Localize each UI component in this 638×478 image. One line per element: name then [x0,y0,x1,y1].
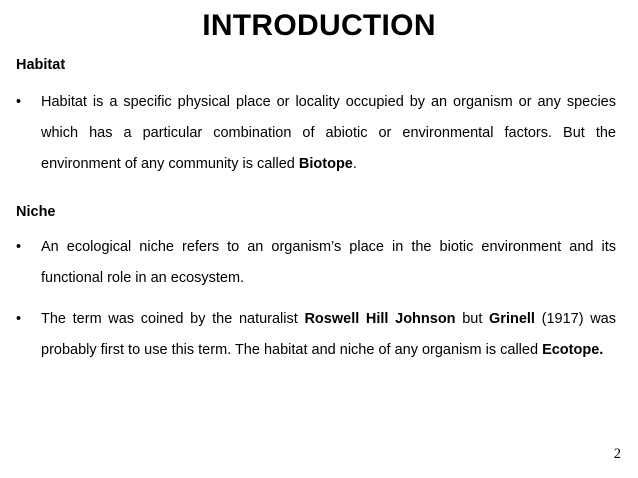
bullet-text-part: An ecological niche refers to an organism’s place in the biotic environment and its functional role in an ecosystem. [41,239,616,286]
bullet-text-part: The term was coined by the naturalist [41,311,305,327]
slide-title: INTRODUCTION [202,9,436,42]
bullet-term-origin [16,304,616,366]
bullet-niche-definition [16,232,616,294]
bullet-marker: • [16,94,22,110]
term-biotope: Biotope [298,156,353,172]
name-grinell: Grinell [489,311,535,327]
bullet-text-part: Habitat is a specific physical place or locality occupied by an organism or any species which has a particular combination of abiotic or environmental factors. But the environment of any community is called [41,94,616,172]
bullet-text [41,304,616,366]
bullet-marker: • [16,311,22,327]
page-number: 2 [613,446,621,462]
bullet-text-part: (1917) was probably first to use this term. The habitat and niche of any organism is called [41,311,616,358]
bullet-marker: • [16,239,22,255]
bullet-habitat-definition [16,87,616,180]
section-heading-habitat: Habitat [16,57,66,73]
bullet-text [41,87,616,180]
bullet-text [41,232,616,294]
section-heading-niche: Niche [16,204,56,220]
term-ecotope: Ecotope. [542,342,604,358]
bullet-text-part: but [455,311,490,327]
bullet-text-part: . [352,156,357,172]
name-roswell-hill-johnson: Roswell Hill Johnson [304,311,456,327]
